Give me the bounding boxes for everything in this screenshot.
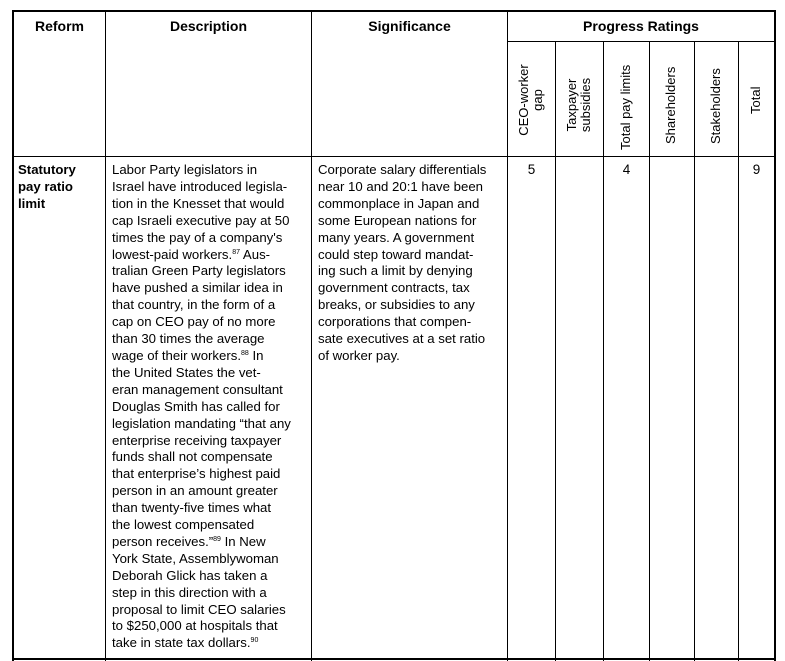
description-text: Labor Party legislators in Israel have introduced legisla- tion in the Knesset that would cap Israeli executive pay at 50 times the pay of a company's lowest-paid workers.$^{87}$ Aus- tralian Green Party legislators have pushed a similar idea in that country, in the form of a cap on CEO pay of no more than 30 times the average wage of their workers.$^{88}$ In the United States the vet- eran management consultant Douglas Smith has called for legislation mandating “that any enterprise receiving taxpayer funds shall not compensate that enterprise’s highest paid person in an amount greater than twenty-five times what the lowest compensated person receives.”$^{89}$ In New York State, Assemblywoman Deborah Glick has taken a step in this direction with a proposal to limit CEO salaries to $250,000 at hospitals that take in state tax dollars.$^{90}$ [112, 162, 291, 651]
rating-ceo-worker-gap: 5 [527, 162, 536, 177]
col-divider-3 [507, 10, 508, 661]
sub-divider-1 [555, 41, 556, 661]
subheader-stakeholders: Stakeholders [708, 68, 723, 144]
sub-divider-5 [738, 41, 739, 661]
footnote-87: 87 [232, 248, 240, 256]
header-progress-ratings: Progress Ratings [583, 18, 699, 34]
rating-total: 9 [752, 162, 761, 177]
subheader-total: Total [748, 86, 763, 114]
header-description: Description [169, 18, 247, 34]
col-divider-1 [105, 10, 106, 661]
table-border-top [12, 10, 776, 12]
significance-text: Corporate salary differentials near 10 and 20:1 have been commonplace in Japan and some European nations for many years. A government could step toward mandat- ing such a limit by denying government contracts, tax breaks, or subsidies to any corporations that compen- sate executives at a set ratio of worker pay. [318, 162, 487, 363]
subheader-shareholders: Shareholders [663, 66, 678, 144]
header-reform: Reform [34, 18, 84, 34]
table-border-left [12, 10, 14, 661]
sub-divider-4 [694, 41, 695, 661]
header-significance: Significance [368, 18, 451, 34]
reform-name: Statutory pay ratio limit [18, 162, 76, 211]
sub-divider-3 [649, 41, 650, 661]
subheader-taxpayer-subsidies: Taxpayer subsidies [564, 77, 593, 133]
progress-subheader-line [507, 41, 775, 42]
header-bottom-line [12, 156, 776, 157]
sub-divider-2 [603, 41, 604, 661]
rating-total-pay-limits: 4 [622, 162, 631, 177]
footnote-90: 90 [250, 637, 259, 645]
footnote-89: 89 [213, 535, 221, 543]
subheader-ceo-worker-gap: CEO-worker gap [516, 64, 545, 136]
col-divider-2 [311, 10, 312, 661]
subheader-total-pay-limits: Total pay limits [618, 64, 633, 150]
table-border-right [774, 10, 776, 661]
footnote-88: 88 [241, 349, 249, 357]
row-bottom-line [12, 658, 776, 660]
